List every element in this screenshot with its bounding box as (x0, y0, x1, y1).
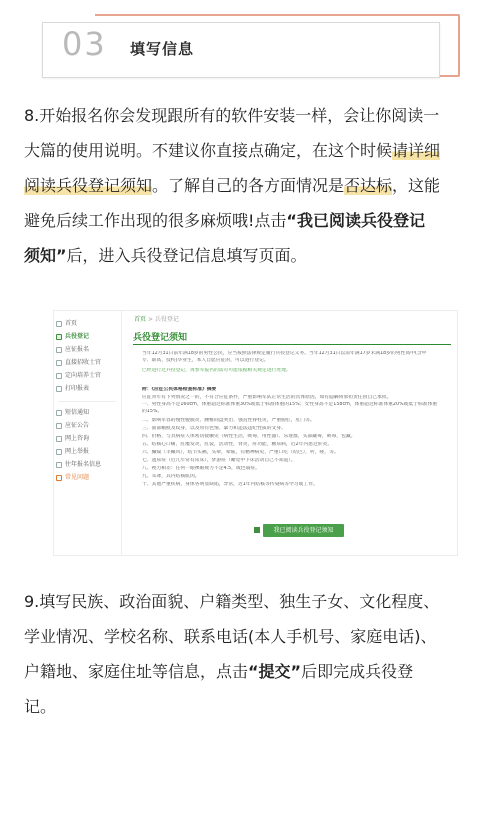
form-icon (56, 347, 62, 353)
step-9-line-2: 学业情况、学校名称、联系电话(本人手机号、家庭电话)、 (24, 627, 437, 646)
chat-icon (56, 436, 62, 442)
form-icon (56, 373, 62, 379)
notice-text-line: 应征青年有下列情况之一的，不符合应征条件，严重影响军队正常生活的具体原因，如有隐瞒将承担责任由自己承担。 (142, 395, 392, 400)
step-8-line-5 (24, 238, 480, 273)
text-run: 户籍地、家庭住址等信息，点击 (24, 662, 249, 681)
breadcrumb-home-link[interactable]: 首页 (134, 316, 147, 323)
printer-icon (56, 386, 62, 392)
text-run: 后，进入兵役登记信息填写页面。 (66, 246, 307, 265)
sidebar-item-registration[interactable] (56, 331, 120, 342)
notice-text-line: 一、男性身高不足160cm，体重超过标准体重30%或低于标准体重的15%；女性身高不足158cm，体重超过标准体重20%或低于标准体重 (142, 402, 438, 407)
notice-text-line: 五、结核心口痛，肛瘘发炎，肛裂，活动性，肾炎，肝功能，糖尿病，近2年内患过肝炎。 (142, 442, 333, 447)
agree-checkbox[interactable] (254, 527, 260, 533)
text-run: ，这能 (392, 176, 441, 195)
notice-text-line: 六、癫痫（羊癫风），结节头痛，头晕，晕眩，有精神病史，严重口吃（结巴），听，哑，等。 (142, 450, 339, 455)
sidebar-item-label: 网上举报 (65, 448, 90, 455)
step-8-line-3 (24, 168, 480, 203)
breadcrumb-separator: > (147, 316, 153, 323)
text-run: 。了解自己的各方面情况是 (152, 176, 345, 195)
sidebar-item-print[interactable] (56, 383, 120, 394)
sidebar-item-label: 直接招收士官 (65, 359, 102, 366)
title-underline (133, 344, 451, 345)
sidebar-item-label: 打印报表 (65, 385, 90, 392)
notice-text-line: 四、价格，与具病症人体密切接触史（病性生活，吸毒，用性器）、乐迷群，头部藏毒，吸毒，包藏。 (142, 434, 356, 439)
message-icon (56, 410, 62, 416)
notice-text-line: 八、视力相差：任何一眼裸眼视力不足4.5，或色弱症。 (142, 466, 260, 471)
sidebar-item-consult[interactable] (56, 433, 120, 444)
document-icon (56, 334, 62, 340)
step-8-line-4 (24, 203, 480, 238)
history-icon (56, 462, 62, 468)
step-8-line-1: 8.开始报名你会发现跟所有的软件安装一样，会让你阅读一 (24, 106, 440, 125)
step-9-line-3 (24, 654, 480, 689)
sidebar-item-label: 应征公告 (65, 422, 90, 429)
notice-text-line: 二、影响军容的慢性腹膜炎、腰椎间盘突出、强直性脊柱炎，严重脱肛，肛门等。 (142, 418, 315, 423)
notice-text-line: 的15%。 (142, 409, 163, 414)
notice-text-line: 十、其他严重疾病，身体各明显缺陷，异常，近1年内结核等传染病等学习或工作。 (142, 482, 318, 487)
screenshot-sidebar (54, 311, 122, 556)
text-run: 后即完成兵役登 (301, 662, 414, 681)
sidebar-item-label: 兵役登记 (65, 333, 90, 340)
sidebar-item-history[interactable] (56, 459, 120, 470)
notice-text-line: 三、面部瘢痕及纹身，以及带有色情、暴力和违法违纪性质的文身。 (142, 426, 286, 431)
home-icon (56, 321, 62, 327)
sidebar-item-nco-directed[interactable] (56, 370, 120, 381)
text-run: 避免后续工作出现的很多麻烦哦!点击 (24, 211, 287, 230)
text-run: 大篇的使用说明。不建议你直接点确定，在这个时候 (24, 141, 393, 160)
sidebar-item-report[interactable] (56, 446, 120, 457)
bold-text: “提交” (248, 662, 302, 681)
breadcrumb-current: 兵役登记 (154, 316, 179, 323)
notice-text-line: 当年12月31日前年满18岁的男性公民，应当按照法律规定履行兵役登记义务。当年12月31日以前年满17岁未满18岁的男性高中(含中 (142, 351, 427, 356)
sidebar-item-nco-direct[interactable] (56, 357, 120, 368)
sidebar-item-notice[interactable] (56, 420, 120, 431)
sidebar-item-label: 定向培养士官 (65, 372, 102, 379)
step-9-line-4: 记。 (24, 697, 57, 716)
notice-text-line: 七、遗尿症（近几年常有尿床），梦游症（睡觉中下床活动自己不知道）。 (142, 458, 296, 463)
notice-text-line: 附：《应征公民体格检查标准》摘要 (142, 387, 217, 392)
question-icon (56, 475, 62, 481)
sidebar-item-label: 短信通知 (65, 409, 90, 416)
embedded-registration-screenshot (53, 310, 458, 556)
sidebar-item-label: 网上咨询 (65, 435, 90, 442)
step-8-paragraph (24, 98, 480, 273)
notice-icon (56, 423, 62, 429)
notice-text-line: 九、耳聋，其内结核肌肉。 (142, 474, 200, 479)
highlighted-text: 请详细 (392, 141, 441, 160)
agree-read-notice-button[interactable]: 我已阅读兵役登记须知 (263, 524, 344, 537)
section-number: 03 (62, 25, 107, 63)
step-9-line-1: 9.填写民族、政治面貌、户籍类型、独生子女、文化程度、 (24, 592, 440, 611)
step-8-line-2 (24, 133, 480, 168)
notice-text-line: 专、职高、技校)毕业生，本人自愿应征的，可以进行登记。 (142, 358, 269, 363)
sidebar-item-faq[interactable] (56, 472, 120, 483)
highlighted-text: 否达标 (344, 176, 393, 195)
sidebar-item-enlist[interactable] (56, 344, 120, 355)
sidebar-item-home[interactable] (56, 318, 120, 329)
flag-icon (56, 449, 62, 455)
bold-text: “我已阅读兵役登记 (286, 211, 425, 230)
breadcrumb (134, 314, 179, 323)
sidebar-item-label: 常见问题 (65, 474, 90, 481)
sidebar-item-label: 应征报名 (65, 346, 90, 353)
step-9-paragraph (24, 584, 480, 724)
sidebar-item-label: 首页 (65, 320, 78, 327)
bold-text: 须知” (24, 246, 67, 265)
notice-text-line: 已经进行过兵役登记，再参军报名的需有可能依据相关规定进行处理。 (142, 368, 291, 373)
sidebar-item-sms[interactable] (56, 407, 120, 418)
sidebar-divider (58, 401, 116, 402)
form-icon (56, 360, 62, 366)
sidebar-item-label: 往年报名信息 (65, 461, 102, 468)
highlighted-text: 阅读兵役登记须知 (24, 176, 153, 195)
section-title: 填写信息 (130, 40, 195, 58)
notice-title: 兵役登记须知 (133, 333, 188, 343)
